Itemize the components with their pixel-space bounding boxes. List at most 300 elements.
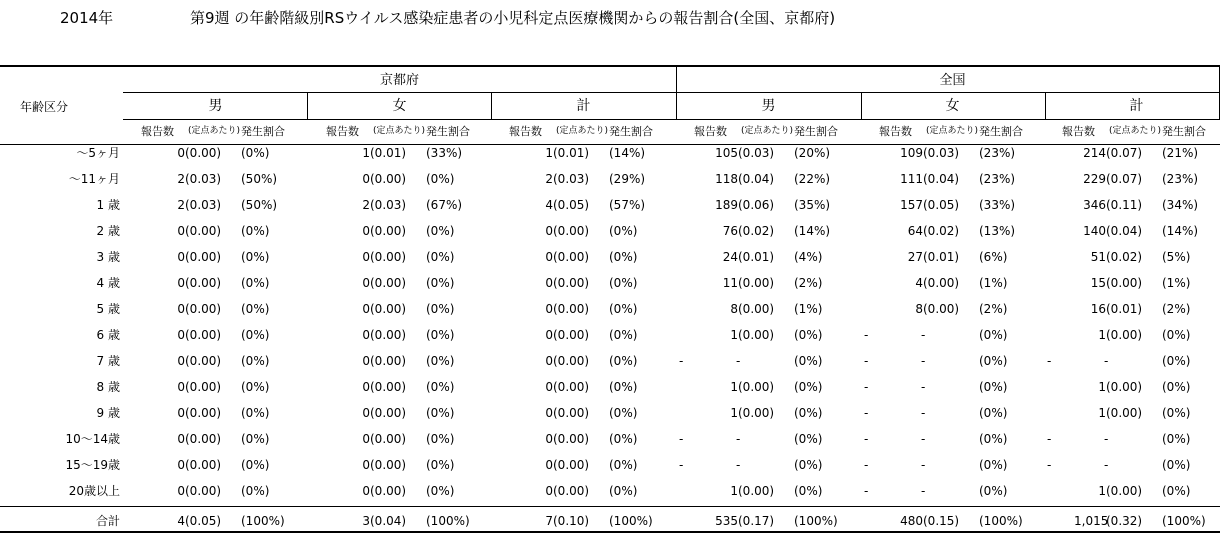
per-sentinel-cell: (0.00) bbox=[1106, 406, 1143, 420]
ratio-cell: (0%) bbox=[609, 458, 638, 472]
report-count-cell: 0 bbox=[362, 328, 370, 342]
report-count-cell: 76 bbox=[722, 224, 738, 238]
ratio-cell: (0%) bbox=[426, 380, 455, 394]
ratio-cell: (0%) bbox=[1162, 432, 1191, 446]
ratio-cell: (0%) bbox=[1162, 406, 1191, 420]
per-sentinel-cell: (0.00) bbox=[1106, 328, 1143, 342]
ratio-cell: (0%) bbox=[609, 276, 638, 290]
column-header-count: 報告数 bbox=[326, 125, 359, 138]
per-sentinel-cell: (0.00) bbox=[1106, 484, 1143, 498]
ratio-cell: (23%) bbox=[979, 172, 1016, 186]
ratio-cell: (0%) bbox=[609, 432, 638, 446]
group-header-zenkoku-0: 男 bbox=[761, 98, 776, 114]
report-count-cell: 7 bbox=[545, 514, 553, 528]
dash-cell: - bbox=[864, 354, 869, 368]
ratio-cell: (0%) bbox=[241, 328, 270, 342]
report-count-cell: 0 bbox=[177, 406, 185, 420]
report-count-cell: 1 bbox=[730, 484, 738, 498]
ratio-cell: (33%) bbox=[979, 198, 1016, 212]
report-count-cell: 16 bbox=[1090, 302, 1106, 316]
ratio-cell: (100%) bbox=[241, 514, 285, 528]
per-sentinel-cell: (0.00) bbox=[370, 406, 407, 420]
per-sentinel-cell: (0.01) bbox=[923, 250, 960, 264]
per-sentinel-cell: (0.03) bbox=[185, 198, 222, 212]
ratio-cell: (21%) bbox=[1162, 146, 1199, 160]
per-sentinel-cell: (0.03) bbox=[553, 172, 590, 186]
ratio-cell: (35%) bbox=[794, 198, 831, 212]
report-count-cell: 189 bbox=[715, 198, 738, 212]
report-count-cell: 0 bbox=[545, 224, 553, 238]
report-count-cell: 0 bbox=[177, 432, 185, 446]
ratio-cell: (0%) bbox=[609, 406, 638, 420]
report-count-cell: 1 bbox=[1098, 380, 1106, 394]
ratio-cell: (0%) bbox=[979, 380, 1008, 394]
column-header-per-sentinel: (定点あたり) bbox=[741, 126, 794, 136]
per-sentinel-cell: (0.03) bbox=[185, 172, 222, 186]
per-sentinel-cell: (0.00) bbox=[185, 484, 222, 498]
column-header-per-sentinel: (定点あたり) bbox=[1109, 126, 1162, 136]
ratio-cell: (0%) bbox=[794, 380, 823, 394]
report-count-cell: 118 bbox=[715, 172, 738, 186]
per-sentinel-cell: (0.00) bbox=[1106, 276, 1143, 290]
region-header-zenkoku: 全国 bbox=[939, 73, 966, 88]
report-count-cell: 4 bbox=[915, 276, 923, 290]
per-sentinel-cell: (0.00) bbox=[553, 328, 590, 342]
age-label: 2 歳 bbox=[96, 224, 120, 238]
report-count-cell: 24 bbox=[722, 250, 738, 264]
per-sentinel-cell: (0.00) bbox=[185, 250, 222, 264]
per-sentinel-cell: (0.17) bbox=[738, 514, 775, 528]
ratio-cell: (0%) bbox=[794, 328, 823, 342]
report-count-cell: 0 bbox=[545, 328, 553, 342]
report-count-cell: 0 bbox=[362, 224, 370, 238]
per-sentinel-cell: (0.01) bbox=[370, 146, 407, 160]
per-sentinel-cell: (0.00) bbox=[370, 302, 407, 316]
ratio-cell: (0%) bbox=[979, 406, 1008, 420]
report-count-cell: 0 bbox=[545, 302, 553, 316]
report-count-cell: 0 bbox=[545, 250, 553, 264]
column-header-count: 報告数 bbox=[141, 125, 174, 138]
ratio-cell: (14%) bbox=[794, 224, 831, 238]
dash-cell: - bbox=[736, 354, 741, 368]
age-column-header: 年齢区分 bbox=[20, 100, 69, 114]
report-count-cell: 0 bbox=[362, 406, 370, 420]
ratio-cell: (0%) bbox=[241, 302, 270, 316]
ratio-cell: (0%) bbox=[609, 302, 638, 316]
ratio-cell: (4%) bbox=[794, 250, 823, 264]
per-sentinel-cell: (0.04) bbox=[738, 172, 775, 186]
ratio-cell: (13%) bbox=[979, 224, 1016, 238]
ratio-cell: (5%) bbox=[1162, 250, 1191, 264]
ratio-cell: (0%) bbox=[426, 406, 455, 420]
report-count-cell: 0 bbox=[362, 432, 370, 446]
dash-cell: - bbox=[679, 458, 684, 472]
report-count-cell: 140 bbox=[1083, 224, 1106, 238]
report-count-cell: 111 bbox=[900, 172, 923, 186]
dash-cell: - bbox=[921, 354, 926, 368]
per-sentinel-cell: (0.00) bbox=[923, 276, 960, 290]
group-header-zenkoku-2: 計 bbox=[1129, 98, 1144, 114]
dash-cell: - bbox=[679, 432, 684, 446]
per-sentinel-cell: (0.00) bbox=[370, 458, 407, 472]
report-count-cell: 0 bbox=[545, 380, 553, 394]
ratio-cell: (0%) bbox=[426, 354, 455, 368]
dash-cell: - bbox=[736, 432, 741, 446]
group-header-zenkoku-1: 女 bbox=[945, 98, 960, 114]
report-count-cell: 2 bbox=[362, 198, 370, 212]
table-rule bbox=[123, 92, 1220, 93]
column-header-count: 報告数 bbox=[694, 125, 727, 138]
ratio-cell: (0%) bbox=[241, 250, 270, 264]
per-sentinel-cell: (0.00) bbox=[370, 380, 407, 394]
per-sentinel-cell: (0.00) bbox=[553, 354, 590, 368]
ratio-cell: (0%) bbox=[426, 432, 455, 446]
ratio-cell: (23%) bbox=[1162, 172, 1199, 186]
per-sentinel-cell: (0.00) bbox=[738, 302, 775, 316]
column-header-count: 報告数 bbox=[509, 125, 542, 138]
ratio-cell: (1%) bbox=[794, 302, 823, 316]
report-count-cell: 0 bbox=[177, 302, 185, 316]
column-header-ratio: 発生割合 bbox=[794, 125, 838, 138]
report-count-cell: 0 bbox=[177, 276, 185, 290]
dash-cell: - bbox=[1104, 458, 1109, 472]
table-rule bbox=[123, 119, 1220, 120]
per-sentinel-cell: (0.00) bbox=[553, 250, 590, 264]
age-label: 5 歳 bbox=[96, 302, 120, 316]
ratio-cell: (0%) bbox=[241, 146, 270, 160]
per-sentinel-cell: (0.00) bbox=[185, 328, 222, 342]
ratio-cell: (0%) bbox=[979, 432, 1008, 446]
table-rule bbox=[0, 531, 1220, 533]
dash-cell: - bbox=[864, 484, 869, 498]
per-sentinel-cell: (0.00) bbox=[553, 224, 590, 238]
per-sentinel-cell: (0.00) bbox=[738, 328, 775, 342]
per-sentinel-cell: (0.00) bbox=[185, 302, 222, 316]
per-sentinel-cell: (0.01) bbox=[738, 250, 775, 264]
ratio-cell: (100%) bbox=[609, 514, 653, 528]
per-sentinel-cell: (0.00) bbox=[738, 276, 775, 290]
age-label: ～5ヶ月 bbox=[76, 146, 120, 160]
per-sentinel-cell: (0.00) bbox=[370, 328, 407, 342]
report-count-cell: 0 bbox=[177, 354, 185, 368]
ratio-cell: (0%) bbox=[426, 276, 455, 290]
report-count-cell: 1 bbox=[545, 146, 553, 160]
ratio-cell: (0%) bbox=[241, 380, 270, 394]
ratio-cell: (2%) bbox=[794, 276, 823, 290]
report-count-cell: 0 bbox=[545, 354, 553, 368]
dash-cell: - bbox=[864, 432, 869, 446]
ratio-cell: (100%) bbox=[794, 514, 838, 528]
ratio-cell: (0%) bbox=[1162, 484, 1191, 498]
ratio-cell: (0%) bbox=[794, 458, 823, 472]
column-header-ratio: 発生割合 bbox=[979, 125, 1023, 138]
ratio-cell: (0%) bbox=[1162, 354, 1191, 368]
report-count-cell: 0 bbox=[177, 484, 185, 498]
per-sentinel-cell: (0.00) bbox=[370, 172, 407, 186]
ratio-cell: (0%) bbox=[426, 172, 455, 186]
report-count-cell: 0 bbox=[362, 484, 370, 498]
age-label: 1 歳 bbox=[96, 198, 120, 212]
ratio-cell: (0%) bbox=[794, 406, 823, 420]
report-count-cell: 480 bbox=[900, 514, 923, 528]
ratio-cell: (14%) bbox=[609, 146, 646, 160]
dash-cell: - bbox=[921, 380, 926, 394]
dash-cell: - bbox=[864, 458, 869, 472]
report-count-cell: 1,015 bbox=[1074, 514, 1109, 528]
ratio-cell: (0%) bbox=[609, 328, 638, 342]
report-count-cell: 51 bbox=[1090, 250, 1106, 264]
per-sentinel-cell: (0.00) bbox=[553, 380, 590, 394]
per-sentinel-cell: (0.00) bbox=[738, 484, 775, 498]
age-label: 8 歳 bbox=[96, 380, 120, 394]
ratio-cell: (50%) bbox=[241, 198, 278, 212]
age-label: 10～14歳 bbox=[65, 432, 120, 446]
dash-cell: - bbox=[1047, 354, 1052, 368]
per-sentinel-cell: (0.00) bbox=[185, 354, 222, 368]
per-sentinel-cell: (0.03) bbox=[370, 198, 407, 212]
per-sentinel-cell: (0.32) bbox=[1106, 514, 1143, 528]
report-count-cell: 0 bbox=[362, 302, 370, 316]
report-count-cell: 346 bbox=[1083, 198, 1106, 212]
ratio-cell: (0%) bbox=[1162, 380, 1191, 394]
column-header-ratio: 発生割合 bbox=[241, 125, 285, 138]
ratio-cell: (1%) bbox=[979, 276, 1008, 290]
dash-cell: - bbox=[921, 432, 926, 446]
dash-cell: - bbox=[921, 484, 926, 498]
ratio-cell: (0%) bbox=[979, 458, 1008, 472]
per-sentinel-cell: (0.00) bbox=[738, 406, 775, 420]
ratio-cell: (1%) bbox=[1162, 276, 1191, 290]
report-count-cell: 0 bbox=[545, 276, 553, 290]
per-sentinel-cell: (0.05) bbox=[923, 198, 960, 212]
age-label: 20歳以上 bbox=[68, 484, 120, 498]
dash-cell: - bbox=[1047, 458, 1052, 472]
report-count-cell: 0 bbox=[362, 250, 370, 264]
per-sentinel-cell: (0.05) bbox=[185, 514, 222, 528]
report-count-cell: 2 bbox=[545, 172, 553, 186]
total-label: 合計 bbox=[95, 514, 120, 528]
per-sentinel-cell: (0.15) bbox=[923, 514, 960, 528]
report-count-cell: 2 bbox=[177, 198, 185, 212]
table-rule bbox=[0, 144, 1220, 145]
report-count-cell: 0 bbox=[177, 380, 185, 394]
ratio-cell: (23%) bbox=[979, 146, 1016, 160]
per-sentinel-cell: (0.03) bbox=[923, 146, 960, 160]
column-header-ratio: 発生割合 bbox=[426, 125, 470, 138]
per-sentinel-cell: (0.07) bbox=[1106, 172, 1143, 186]
ratio-cell: (2%) bbox=[979, 302, 1008, 316]
per-sentinel-cell: (0.00) bbox=[370, 354, 407, 368]
report-count-cell: 2 bbox=[177, 172, 185, 186]
age-label: 6 歳 bbox=[96, 328, 120, 342]
report-count-cell: 15 bbox=[1090, 276, 1106, 290]
ratio-cell: (0%) bbox=[241, 432, 270, 446]
per-sentinel-cell: (0.00) bbox=[185, 406, 222, 420]
report-count-cell: 1 bbox=[730, 406, 738, 420]
ratio-cell: (0%) bbox=[241, 458, 270, 472]
ratio-cell: (0%) bbox=[426, 302, 455, 316]
per-sentinel-cell: (0.00) bbox=[553, 432, 590, 446]
report-count-cell: 27 bbox=[907, 250, 923, 264]
report-count-cell: 4 bbox=[545, 198, 553, 212]
report-count-cell: 0 bbox=[177, 224, 185, 238]
per-sentinel-cell: (0.04) bbox=[370, 514, 407, 528]
ratio-cell: (0%) bbox=[1162, 458, 1191, 472]
per-sentinel-cell: (0.00) bbox=[185, 146, 222, 160]
per-sentinel-cell: (0.00) bbox=[370, 224, 407, 238]
dash-cell: - bbox=[736, 458, 741, 472]
report-count-cell: 8 bbox=[915, 302, 923, 316]
dash-cell: - bbox=[921, 406, 926, 420]
per-sentinel-cell: (0.00) bbox=[370, 432, 407, 446]
age-label: 7 歳 bbox=[96, 354, 120, 368]
column-header-ratio: 発生割合 bbox=[1162, 125, 1206, 138]
ratio-cell: (100%) bbox=[426, 514, 470, 528]
per-sentinel-cell: (0.02) bbox=[1106, 250, 1143, 264]
group-header-kyoto-1: 女 bbox=[392, 98, 407, 114]
report-count-cell: 1 bbox=[730, 380, 738, 394]
ratio-cell: (0%) bbox=[426, 484, 455, 498]
dash-cell: - bbox=[1047, 432, 1052, 446]
table-rule bbox=[0, 65, 1220, 67]
report-count-cell: 214 bbox=[1083, 146, 1106, 160]
report-count-cell: 535 bbox=[715, 514, 738, 528]
dash-cell: - bbox=[864, 328, 869, 342]
column-header-count: 報告数 bbox=[879, 125, 912, 138]
ratio-cell: (0%) bbox=[241, 276, 270, 290]
per-sentinel-cell: (0.00) bbox=[185, 224, 222, 238]
group-header-kyoto-0: 男 bbox=[208, 98, 223, 114]
ratio-cell: (22%) bbox=[794, 172, 831, 186]
ratio-cell: (0%) bbox=[241, 354, 270, 368]
dash-cell: - bbox=[864, 406, 869, 420]
column-header-per-sentinel: (定点あたり) bbox=[188, 126, 241, 136]
report-count-cell: 0 bbox=[545, 406, 553, 420]
report-count-cell: 11 bbox=[722, 276, 738, 290]
report-count-cell: 0 bbox=[545, 432, 553, 446]
report-count-cell: 0 bbox=[362, 380, 370, 394]
report-title: 第9週 の年齢階級別RSウイルス感染症患者の小児科定点医療機関からの報告割合(全国、京都府) bbox=[190, 9, 836, 27]
report-count-cell: 0 bbox=[177, 328, 185, 342]
ratio-cell: (0%) bbox=[609, 224, 638, 238]
per-sentinel-cell: (0.00) bbox=[553, 302, 590, 316]
ratio-cell: (67%) bbox=[426, 198, 463, 212]
ratio-cell: (33%) bbox=[426, 146, 463, 160]
ratio-cell: (0%) bbox=[609, 484, 638, 498]
report-count-cell: 64 bbox=[907, 224, 923, 238]
ratio-cell: (0%) bbox=[979, 484, 1008, 498]
table-rule bbox=[0, 506, 1220, 507]
per-sentinel-cell: (0.03) bbox=[738, 146, 775, 160]
per-sentinel-cell: (0.01) bbox=[553, 146, 590, 160]
dash-cell: - bbox=[921, 458, 926, 472]
ratio-cell: (0%) bbox=[979, 328, 1008, 342]
report-count-cell: 3 bbox=[362, 514, 370, 528]
ratio-cell: (57%) bbox=[609, 198, 646, 212]
report-count-cell: 0 bbox=[362, 458, 370, 472]
per-sentinel-cell: (0.00) bbox=[553, 458, 590, 472]
ratio-cell: (0%) bbox=[609, 354, 638, 368]
ratio-cell: (2%) bbox=[1162, 302, 1191, 316]
report-count-cell: 0 bbox=[362, 172, 370, 186]
report-count-cell: 1 bbox=[362, 146, 370, 160]
per-sentinel-cell: (0.01) bbox=[1106, 302, 1143, 316]
report-count-cell: 109 bbox=[900, 146, 923, 160]
dash-cell: - bbox=[1104, 432, 1109, 446]
dash-cell: - bbox=[1104, 354, 1109, 368]
ratio-cell: (0%) bbox=[1162, 328, 1191, 342]
report-count-cell: 1 bbox=[1098, 484, 1106, 498]
report-count-cell: 0 bbox=[362, 354, 370, 368]
per-sentinel-cell: (0.06) bbox=[738, 198, 775, 212]
ratio-cell: (14%) bbox=[1162, 224, 1199, 238]
column-header-ratio: 発生割合 bbox=[609, 125, 653, 138]
age-label: 9 歳 bbox=[96, 406, 120, 420]
ratio-cell: (29%) bbox=[609, 172, 646, 186]
ratio-cell: (0%) bbox=[426, 328, 455, 342]
column-header-per-sentinel: (定点あたり) bbox=[373, 126, 426, 136]
ratio-cell: (0%) bbox=[241, 406, 270, 420]
report-count-cell: 1 bbox=[1098, 328, 1106, 342]
ratio-cell: (0%) bbox=[426, 458, 455, 472]
group-header-kyoto-2: 計 bbox=[576, 98, 591, 114]
report-count-cell: 229 bbox=[1083, 172, 1106, 186]
ratio-cell: (6%) bbox=[979, 250, 1008, 264]
per-sentinel-cell: (0.00) bbox=[738, 380, 775, 394]
report-count-cell: 0 bbox=[545, 458, 553, 472]
per-sentinel-cell: (0.00) bbox=[553, 406, 590, 420]
report-year: 2014年 bbox=[60, 9, 114, 27]
ratio-cell: (100%) bbox=[1162, 514, 1206, 528]
dash-cell: - bbox=[921, 328, 926, 342]
per-sentinel-cell: (0.00) bbox=[370, 250, 407, 264]
per-sentinel-cell: (0.00) bbox=[185, 432, 222, 446]
ratio-cell: (50%) bbox=[241, 172, 278, 186]
column-header-per-sentinel: (定点あたり) bbox=[926, 126, 979, 136]
report-table bbox=[0, 65, 1220, 535]
ratio-cell: (0%) bbox=[794, 354, 823, 368]
per-sentinel-cell: (0.00) bbox=[553, 484, 590, 498]
dash-cell: - bbox=[679, 354, 684, 368]
per-sentinel-cell: (0.10) bbox=[553, 514, 590, 528]
ratio-cell: (0%) bbox=[794, 432, 823, 446]
age-label: 3 歳 bbox=[96, 250, 120, 264]
ratio-cell: (0%) bbox=[426, 250, 455, 264]
per-sentinel-cell: (0.00) bbox=[923, 302, 960, 316]
per-sentinel-cell: (0.02) bbox=[738, 224, 775, 238]
dash-cell: - bbox=[864, 380, 869, 394]
per-sentinel-cell: (0.00) bbox=[370, 484, 407, 498]
per-sentinel-cell: (0.00) bbox=[1106, 380, 1143, 394]
per-sentinel-cell: (0.00) bbox=[370, 276, 407, 290]
per-sentinel-cell: (0.00) bbox=[185, 380, 222, 394]
ratio-cell: (0%) bbox=[609, 250, 638, 264]
ratio-cell: (34%) bbox=[1162, 198, 1199, 212]
per-sentinel-cell: (0.00) bbox=[185, 276, 222, 290]
report-count-cell: 105 bbox=[715, 146, 738, 160]
column-header-count: 報告数 bbox=[1062, 125, 1095, 138]
report-count-cell: 0 bbox=[177, 146, 185, 160]
ratio-cell: (0%) bbox=[241, 484, 270, 498]
per-sentinel-cell: (0.04) bbox=[1106, 224, 1143, 238]
report-count-cell: 4 bbox=[177, 514, 185, 528]
report-count-cell: 8 bbox=[730, 302, 738, 316]
per-sentinel-cell: (0.00) bbox=[553, 276, 590, 290]
report-count-cell: 0 bbox=[177, 458, 185, 472]
per-sentinel-cell: (0.11) bbox=[1106, 198, 1143, 212]
report-count-cell: 0 bbox=[545, 484, 553, 498]
per-sentinel-cell: (0.02) bbox=[923, 224, 960, 238]
